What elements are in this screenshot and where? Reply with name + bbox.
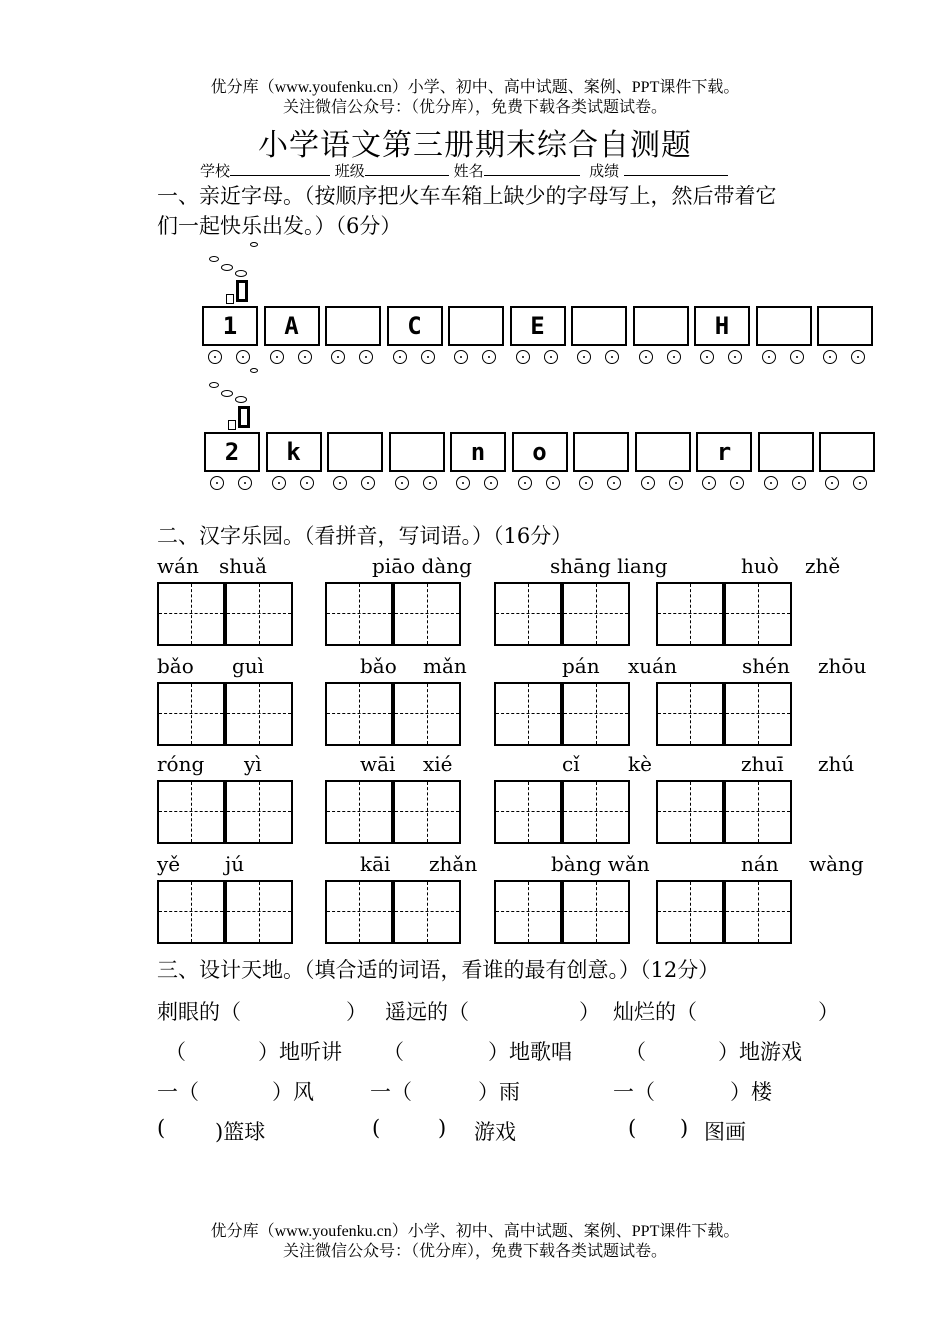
writing-grid[interactable] bbox=[157, 780, 225, 844]
pinyin-label: bǎo bbox=[360, 654, 397, 678]
section1-heading-line2: 们一起快乐出发。）（6分） bbox=[157, 214, 402, 238]
writing-grid[interactable] bbox=[494, 780, 562, 844]
wheel-icon bbox=[544, 350, 558, 364]
fill-text: ）楼 bbox=[730, 1080, 772, 1104]
pinyin-label: wán bbox=[157, 554, 199, 578]
score-label: 成绩 bbox=[589, 162, 620, 180]
writing-grid[interactable] bbox=[724, 880, 792, 944]
fill-text: ( bbox=[628, 1116, 637, 1140]
train-car[interactable] bbox=[327, 432, 383, 472]
wheel-icon bbox=[728, 350, 742, 364]
train-car[interactable]: C bbox=[387, 306, 443, 346]
pinyin-label: xié bbox=[423, 752, 453, 776]
wheel-icon bbox=[669, 476, 683, 490]
train-car[interactable] bbox=[819, 432, 875, 472]
class-label: 班级 bbox=[334, 162, 365, 180]
wheel-icon bbox=[456, 476, 470, 490]
pinyin-label: shāng liang bbox=[550, 554, 668, 578]
wheel-icon bbox=[764, 476, 778, 490]
train-car[interactable]: k bbox=[266, 432, 322, 472]
fill-text: 图画 bbox=[704, 1120, 746, 1144]
wheel-icon bbox=[482, 350, 496, 364]
wheel-icon bbox=[700, 350, 714, 364]
pinyin-label: wàng bbox=[809, 852, 864, 876]
writing-grid[interactable] bbox=[494, 880, 562, 944]
writing-grid[interactable] bbox=[724, 682, 792, 746]
wheel-icon bbox=[298, 350, 312, 364]
section2-heading: 二、汉字乐园。（看拼音，写词语。）（16分） bbox=[157, 524, 573, 548]
page-title: 小学语文第三册期末综合自测题 bbox=[258, 128, 692, 163]
wheel-icon bbox=[762, 350, 776, 364]
wheel-icon bbox=[546, 476, 560, 490]
fill-text: ) bbox=[680, 1116, 689, 1140]
chimney-small-icon bbox=[226, 294, 234, 304]
fill-text: ） bbox=[579, 1000, 600, 1024]
pinyin-label: róng bbox=[157, 752, 205, 776]
writing-grid[interactable] bbox=[393, 780, 461, 844]
fill-text: ） bbox=[346, 1000, 367, 1024]
writing-grid[interactable] bbox=[225, 880, 293, 944]
wheel-icon bbox=[395, 476, 409, 490]
school-blank[interactable] bbox=[230, 161, 330, 176]
smoke-icon bbox=[250, 368, 258, 373]
train-car[interactable]: o bbox=[512, 432, 568, 472]
header-line-2: 关注微信公众号：（优分库），免费下载各类试题试卷。 bbox=[282, 99, 667, 116]
smoke-icon bbox=[250, 242, 258, 247]
fill-text: ）风 bbox=[272, 1080, 314, 1104]
pinyin-label: guì bbox=[232, 654, 265, 678]
wheel-icon bbox=[577, 350, 591, 364]
fill-text: ）地歌唱 bbox=[488, 1040, 572, 1064]
fill-text: 遥远的（ bbox=[385, 1000, 469, 1024]
writing-grid[interactable] bbox=[724, 582, 792, 646]
writing-grid[interactable] bbox=[393, 880, 461, 944]
fill-text: ）地听讲 bbox=[258, 1040, 342, 1064]
fill-text: ）地游戏 bbox=[718, 1040, 802, 1064]
train-car[interactable]: A bbox=[264, 306, 320, 346]
wheel-icon bbox=[639, 350, 653, 364]
smoke-icon bbox=[235, 396, 247, 403]
fill-text: ） bbox=[818, 1000, 839, 1024]
fill-text: 刺眼的（ bbox=[157, 1000, 241, 1024]
fill-text: ( bbox=[372, 1116, 381, 1140]
student-info bbox=[200, 160, 728, 181]
writing-grid[interactable] bbox=[562, 682, 630, 746]
train-car: 1 bbox=[202, 306, 258, 346]
train-car[interactable]: r bbox=[696, 432, 752, 472]
train-car[interactable] bbox=[571, 306, 627, 346]
wheel-icon bbox=[516, 350, 530, 364]
name-label: 姓名 bbox=[453, 162, 484, 180]
writing-grid[interactable] bbox=[656, 582, 724, 646]
chimney-small-icon bbox=[228, 420, 236, 430]
smoke-icon bbox=[209, 256, 219, 262]
wheel-icon bbox=[272, 476, 286, 490]
pinyin-label: cǐ bbox=[562, 752, 580, 776]
fill-text: （ bbox=[165, 1040, 186, 1064]
pinyin-label: pán bbox=[562, 654, 600, 678]
wheel-icon bbox=[300, 476, 314, 490]
writing-grid[interactable] bbox=[562, 780, 630, 844]
fill-text: ) bbox=[438, 1116, 447, 1140]
writing-grid[interactable] bbox=[494, 682, 562, 746]
fill-text: 灿烂的（ bbox=[613, 1000, 697, 1024]
writing-grid[interactable] bbox=[656, 880, 724, 944]
wheel-icon bbox=[359, 350, 373, 364]
wheel-icon bbox=[667, 350, 681, 364]
wheel-icon bbox=[208, 350, 222, 364]
wheel-icon bbox=[702, 476, 716, 490]
pinyin-label: wāi bbox=[360, 752, 396, 776]
writing-grid[interactable] bbox=[157, 880, 225, 944]
header-line-1: 优分库（www.youfenku.cn）小学、初中、高中试题、案例、PPT课件下载。 bbox=[210, 79, 740, 96]
train-car[interactable] bbox=[758, 432, 814, 472]
wheel-icon bbox=[851, 350, 865, 364]
fill-text: 一（ bbox=[157, 1080, 199, 1104]
wheel-icon bbox=[730, 476, 744, 490]
footer-line-2: 关注微信公众号：（优分库），免费下载各类试题试卷。 bbox=[282, 1243, 667, 1260]
wheel-icon bbox=[270, 350, 284, 364]
chimney-icon bbox=[236, 280, 248, 302]
pinyin-label: piāo dàng bbox=[372, 554, 472, 578]
train-car[interactable] bbox=[389, 432, 445, 472]
school-label: 学校 bbox=[200, 162, 231, 180]
wheel-icon bbox=[823, 350, 837, 364]
wheel-icon bbox=[607, 476, 621, 490]
wheel-icon bbox=[393, 350, 407, 364]
writing-grid[interactable] bbox=[724, 780, 792, 844]
writing-grid[interactable] bbox=[562, 880, 630, 944]
train-car[interactable] bbox=[573, 432, 629, 472]
name-blank[interactable] bbox=[484, 161, 580, 176]
pinyin-label: huò bbox=[741, 554, 779, 578]
fill-text: 一（ bbox=[613, 1080, 655, 1104]
writing-grid[interactable] bbox=[656, 780, 724, 844]
train-car[interactable] bbox=[448, 306, 504, 346]
train-car[interactable] bbox=[633, 306, 689, 346]
train-car[interactable] bbox=[756, 306, 812, 346]
writing-grid[interactable] bbox=[393, 682, 461, 746]
pinyin-label: bàng wǎn bbox=[551, 852, 650, 876]
fill-text: ( bbox=[157, 1116, 166, 1140]
fill-text: )篮球 bbox=[215, 1120, 266, 1144]
wheel-icon bbox=[484, 476, 498, 490]
section1-heading-line1: 一、亲近字母。（按顺序把火车车箱上缺少的字母写上，然后带着它 bbox=[157, 184, 777, 208]
pinyin-label: yì bbox=[244, 752, 262, 776]
fill-text: ）雨 bbox=[478, 1080, 520, 1104]
writing-grid[interactable] bbox=[157, 582, 225, 646]
wheel-icon bbox=[331, 350, 345, 364]
pinyin-label: bǎo bbox=[157, 654, 194, 678]
section3-heading: 三、设计天地。（填合适的词语，看谁的最有创意。）（12分） bbox=[157, 958, 720, 982]
writing-grid[interactable] bbox=[656, 682, 724, 746]
pinyin-label: kè bbox=[628, 752, 652, 776]
train-car[interactable]: E bbox=[510, 306, 566, 346]
writing-grid[interactable] bbox=[325, 880, 393, 944]
wheel-icon bbox=[454, 350, 468, 364]
wheel-icon bbox=[853, 476, 867, 490]
pinyin-label: zhú bbox=[818, 752, 855, 776]
wheel-icon bbox=[333, 476, 347, 490]
fill-text: 游戏 bbox=[474, 1120, 516, 1144]
train-car: 2 bbox=[204, 432, 260, 472]
pinyin-label: xuán bbox=[628, 654, 677, 678]
pinyin-label: mǎn bbox=[423, 654, 467, 678]
footer-line-1: 优分库（www.youfenku.cn）小学、初中、高中试题、案例、PPT课件下载。 bbox=[210, 1223, 740, 1240]
writing-grid[interactable] bbox=[325, 682, 393, 746]
score-blank[interactable] bbox=[624, 161, 728, 176]
fill-text: 一（ bbox=[370, 1080, 412, 1104]
pinyin-label: zhǎn bbox=[429, 852, 478, 876]
pinyin-label: shén bbox=[742, 654, 790, 678]
smoke-icon bbox=[221, 264, 233, 271]
train-car[interactable] bbox=[817, 306, 873, 346]
wheel-icon bbox=[423, 476, 437, 490]
writing-grid[interactable] bbox=[325, 780, 393, 844]
writing-grid[interactable] bbox=[157, 682, 225, 746]
pinyin-label: yě bbox=[157, 852, 181, 876]
pinyin-label: jú bbox=[225, 852, 245, 876]
wheel-icon bbox=[825, 476, 839, 490]
pinyin-label: zhōu bbox=[818, 654, 867, 678]
pinyin-label: shuǎ bbox=[219, 554, 267, 578]
pinyin-label: zhě bbox=[805, 554, 841, 578]
wheel-icon bbox=[361, 476, 375, 490]
pinyin-label: nán bbox=[741, 852, 779, 876]
writing-grid[interactable] bbox=[225, 780, 293, 844]
writing-grid[interactable] bbox=[225, 682, 293, 746]
writing-grid[interactable] bbox=[494, 582, 562, 646]
train-car[interactable] bbox=[325, 306, 381, 346]
smoke-icon bbox=[235, 270, 247, 277]
train-car[interactable] bbox=[635, 432, 691, 472]
writing-grid[interactable] bbox=[393, 582, 461, 646]
wheel-icon bbox=[236, 350, 250, 364]
wheel-icon bbox=[421, 350, 435, 364]
wheel-icon bbox=[605, 350, 619, 364]
fill-text: （ bbox=[625, 1040, 646, 1064]
class-blank[interactable] bbox=[365, 161, 449, 176]
wheel-icon bbox=[641, 476, 655, 490]
chimney-icon bbox=[238, 406, 250, 428]
writing-grid[interactable] bbox=[562, 582, 630, 646]
wheel-icon bbox=[210, 476, 224, 490]
pinyin-label: kāi bbox=[360, 852, 391, 876]
pinyin-label: zhuī bbox=[741, 752, 784, 776]
train-car[interactable]: H bbox=[694, 306, 750, 346]
wheel-icon bbox=[579, 476, 593, 490]
fill-text: （ bbox=[383, 1040, 404, 1064]
writing-grid[interactable] bbox=[225, 582, 293, 646]
wheel-icon bbox=[518, 476, 532, 490]
wheel-icon bbox=[792, 476, 806, 490]
train-car[interactable]: n bbox=[450, 432, 506, 472]
smoke-icon bbox=[221, 390, 233, 397]
writing-grid[interactable] bbox=[325, 582, 393, 646]
wheel-icon bbox=[238, 476, 252, 490]
smoke-icon bbox=[209, 382, 219, 388]
wheel-icon bbox=[790, 350, 804, 364]
